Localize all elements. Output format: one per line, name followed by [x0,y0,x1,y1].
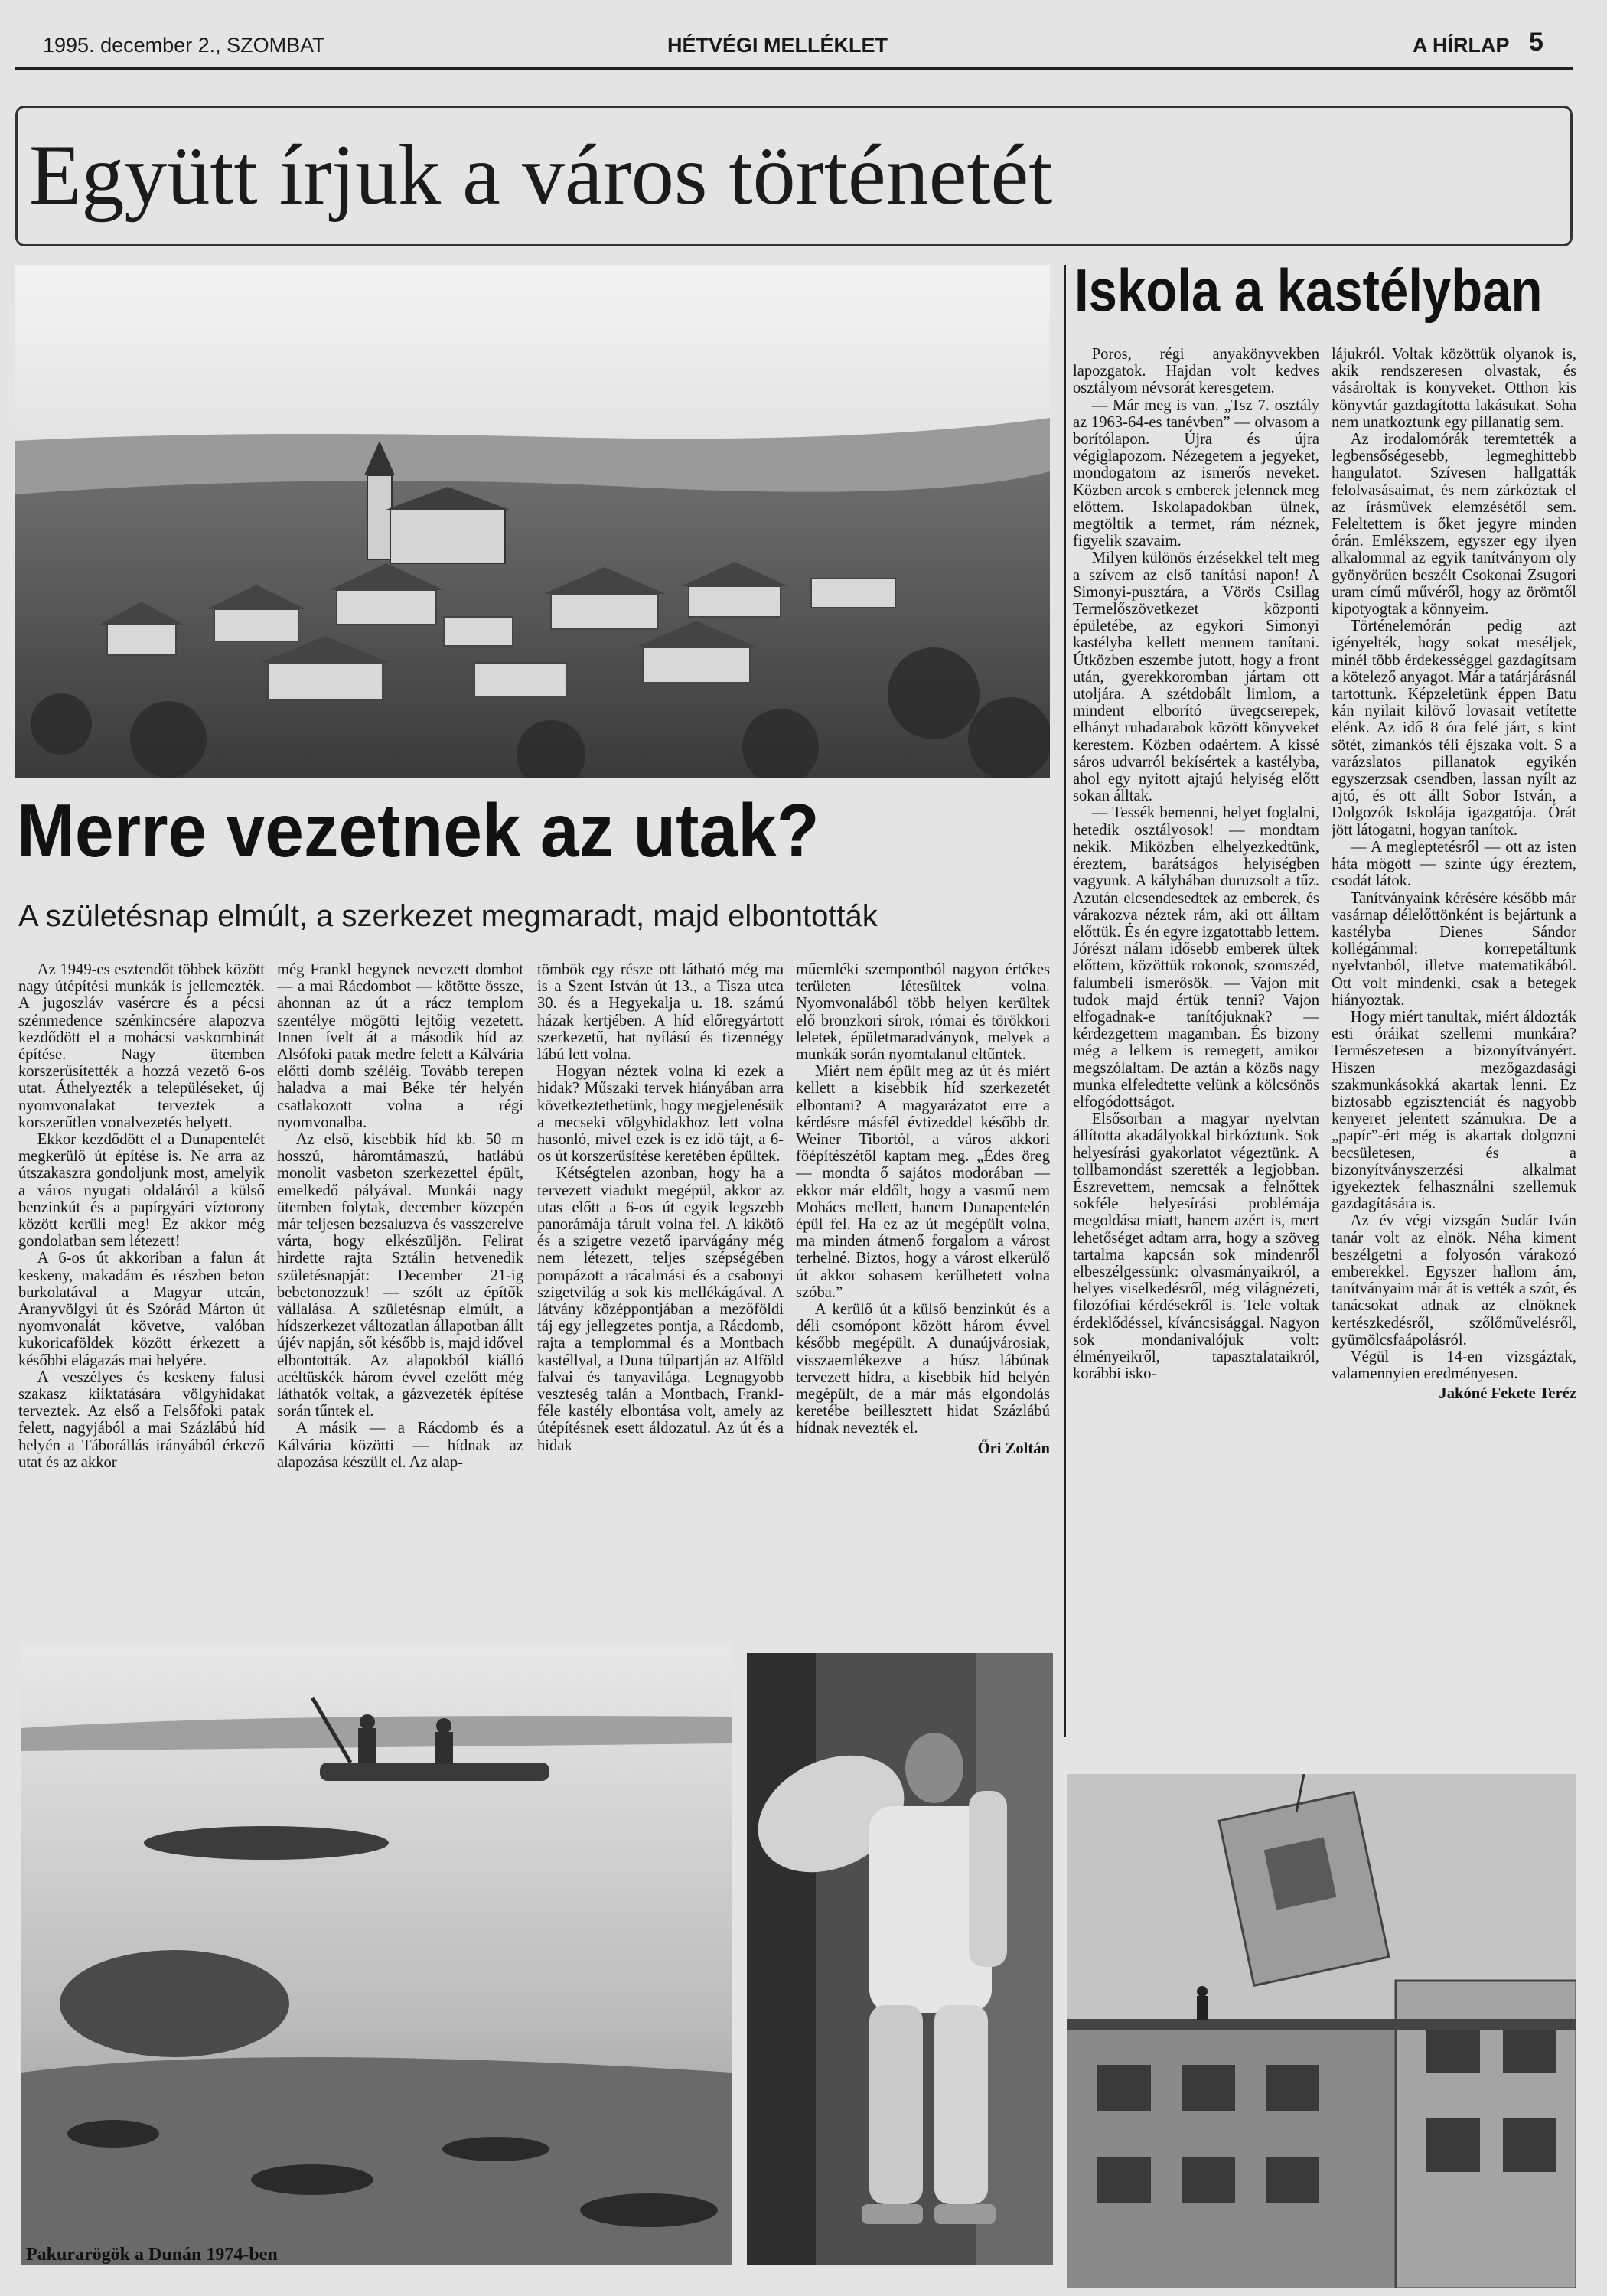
paragraph: Tanítványaink kérésére később már vasárnap délelőttönként is bejártunk a kastélyba Dienes Sándor kollégámmal: korrepetáltunk nyelvtanból, illetve matematikából. Ott volt mindenki, csak a betegek hiányoztak. [1332,889,1576,1009]
paragraph: — A megleptetésről — ott az isten háta mögött — szinte úgy éreztem, csodát látok. [1332,838,1576,890]
section-name: HÉTVÉGI MELLÉKLET [667,34,888,57]
paragraph: Az irodalomórák teremtették a legbensőségesebb, legmeghittebb hangulatot. Szívesen hallgatták felolvasásaimat, és nem zárkóztak el az írásművek elemzésétől sem. Feleltettem is őket jegyre minden órán. Emlékszem, egyszer egy ilyen alkalommal az egyik tanítványom oly gyönyörűen beszélt Csokonai Zsugori uram című művéről, hogy az örömtől kipotyogtak a könnyeim. [1332,431,1576,618]
construction-photo [1067,1774,1576,2288]
paragraph: Hogy miért tanultak, miért áldozták esti óráikat szellemi munkára? Természetesen a bizonyítványért. Hiszen mezőgazdasági szakmunkásokká akartak lenni. Ez biztosabb egzisztenciát és nagyobb kenyeret jelentett számukra. De a „papír”-ért még is akartak dolgozni becsületesen, és a bizonyítványszerzési alkalmat igyekeztek felhasználni szellemük gazdagítására is. [1332,1008,1576,1213]
article-merre-subtitle: A születésnap elmúlt, a szerkezet megmaradt, majd elbontották [18,899,878,933]
village-photo [15,265,1050,778]
paragraph: Végül is 14-en vizsgáztak, valamennyien eredményesen. [1332,1348,1576,1383]
paragraph: A 6-os út akkoriban a falun át keskeny, makadám és részben beton burkolatával a Magyar utcán, Aranyvölgyi út és Szórád Márton út nyomvonalát követve, valóban kukoricaföldek között érkezett a későbbi elágazás mai helyére. [18,1250,265,1369]
page-number: 5 [1529,28,1543,57]
paragraph: még Frankl hegynek nevezett dombot — a mai Rácdombot — kötötte össze, ahonnan az út a rácz templom szentélye mögötti lejtőig vezetett. Innen ívelt át a második híd az Alsófoki patak medre felett a Kálvária előtti domb széléig. Tovább terepen haladva a mai Béke tér helyén csatlakozott volna a régi nyomvonalba. [277,961,523,1131]
paragraph: Történelemórán pedig azt igényelték, hogy sokat meséljek, minél több érdekességgel gazdagítsam a kötelező anyagot. Már a tatárjárásnál tartottunk. Képzeletünk éppen Batu kán nyilait kilövő lovasait vetítette elénk. Az idő 8 óra felé járt, s kint sötét, zimankós téli éjszaka volt. S a varázslatos pillanatok egyikén egyszerzsak csendben, lassan nyílt az ajtó, és ott állt Sobor István, a Dolgozók Iskolája igazgatója. Órát jött látogatni, hogyan tanítok. [1332,618,1576,839]
paragraph: lájukról. Voltak közöttük olyanok is, akik rendszeresen olvastak, és vásároltak is könyveket. Otthon kis könyvtár gazdagította lakásukat. Soha nem unatkoztunk egy pillanatig sem. [1332,346,1576,431]
paragraph: Az 1949-es esztendőt többek között nagy útépítési munkák is jellemezték. A jugoszláv vasércre és a pécsi szénmedence szénkincsére alapozva kezdődött el a mohácsi vaskombinát építése. Nagy ütemben korszerűsítették a hozzá vezető 6-os utat. Áthelyezték a településeket, új nyomvonalakat terveztek a korszerűtlen vonalvezetés helyett. [18,961,265,1131]
article-merre-title: Merre vezetnek az utak? [17,788,820,872]
paragraph: A másik — a Rácdomb és a Kálvária közötti — hídnak az alapozása készült el. Az alap- [277,1420,523,1471]
paragraph: Az első, kisebbik híd kb. 50 m hosszú, háromtámaszú, hatlábú monolit vasbeton szerkezettel épült, emelkedő pályával. Munkái nagy ütemben folytak, december közepén már teljesen bezsaluzva és vasszerelve várta, hogy elkészüljön. Felirat hirdette rajta Sztálin hetvenedik születésnapját: December 21-ig bebetonozzuk! — szólt az építők vállalása. A születésnap elmúlt, a hídszerkezet változatlan állapotban állt újév napján, sőt később is, majd idővel elbontották. Az alapokból kiálló acéltüskék három évvel ezelőtt még láthatók voltak, a gázvezeték építése során tűntek el. [277,1131,523,1420]
article-merre-column-2 [277,961,523,1612]
column-divider [1064,265,1066,1737]
article-iskola-column-2 [1332,346,1576,1731]
village-photo-graphic [15,265,1050,778]
author-signature: Jakóné Fekete Teréz [1439,1385,1576,1403]
paragraph: Milyen különös érzésekkel telt meg a szívem az első tanítási napon! A Simonyi-pusztára, a Vörös Csillag Termelőszövetkezet központi épületébe, az egykori Simonyi kastélyba kellett mennem tanítani. Útközben eszembe jutott, hogy a front után, gyerekkoromban jártam ott utoljára. A szétdobált limlom, a mindent elborító üvegcserepek, elhányt ruhadarabok között könyveket kerestem. Közben odaértem. A kissé sáros udvarról bekísértek a kastélyba, ahol egy nyitott ajtajú helyiség előtt sokan álltak. [1073,550,1319,805]
article-iskola-title: Iskola a kastélyban [1074,256,1543,324]
article-iskola-column-1 [1073,346,1319,1731]
porter-photo-graphic [747,1653,1053,2265]
porter-photo [747,1653,1053,2265]
article-merre-column-3 [537,961,784,1612]
danube-photo [21,1644,732,2265]
photo-caption: Pakurarögök a Dunán 1974-ben [26,2245,278,2265]
paragraph: — Már meg is van. „Tsz 7. osztály az 1963-64-es tanévben” — olvasom a borítólapon. Újra és újra végiglapozom. Nézegetem a jegyeket, mondogatom az ismerős neveket. Közben arcok s emberek jelennek meg előttem. Iskolapadokban ülnek, megtöltik a termet, rám néznek, figyelik szavaim. [1073,396,1319,550]
paragraph: Elsősorban a magyar nyelvtan állította akadályokkal birkóztunk. Sok helyesírási gyakorlatot végeztünk. A tollbamondást szerették a legjobban. Észrevettem, nemcsak a felnőttek sokféle helyesírási problémája megoldása miatt, hanem azért is, mert lehetőséget adtam arra, hogy a szöveg tartalma kapcsán sok mindenről elbeszélgessünk: olvasmányaikról, a helyes viselkedésről, még világnézeti, filozófiai kérdésekről is. Tele voltak érdeklődéssel, kíváncsisággal. Nagyon sok mondanivalójuk volt: élményeikről, tapasztalataikról, korábbi isko- [1073,1110,1319,1383]
paragraph: A veszélyes és keskeny falusi szakasz kiiktatására völgyhidakat terveztek. Az első a Felsőfoki patak felett, nagyjából a mai Százlábú híd helyén a Táborállás irányából érkező utat és az akkor [18,1368,265,1471]
article-merre-column-1 [18,961,265,1612]
paragraph: Ekkor kezdődött el a Dunapentelét megkerülő út építése is. Ne arra az útszakaszra gondoljunk most, amelyik a város nyugati oldaláról a külső benzinkút és a papírgyári víztorony között kerüli meg! Ez akkor még gondolatban sem létezett! [18,1131,265,1251]
danube-photo-graphic [21,1644,732,2265]
paragraph: Hogyan néztek volna ki ezek a hidak? Műszaki tervek hiányában arra következtethetünk, hogy megjelenésük a mecseki völgyhidakhoz lett volna hasonló, mivel ezek is ez idő tájt, a 6-os út korszerűsítése keretében épültek. [537,1063,784,1166]
paragraph: Miért nem épült meg az út és miért kellett a kisebbik híd szerkezetét elbontani? A magyarázatot erre a kérdésre másfél évtizeddel később dr. Weiner Tibortól, a város akkori főépítészétől kaptam meg. „Édes öreg — mondta ő sajátos modorában — ekkor már eldőlt, hogy a vasmű nem Mohács mellett, hanem Dunapentelén épül fel. Ha ez az út megépült volna, ma minden átmenő forgalom a várost terhelné. Biztos, hogy a várost elkerülő út akkor sohasem kerülhetett volna szóba.” [796,1063,1050,1301]
paragraph: — Tessék bemenni, helyet foglalni, hetedik osztályosok! — mondtam nekik. Miközben elhelyezkedtünk, éreztem, barátságos helyiségben vagyunk. A kályhában duruzsolt a tűz. Azután elcsendesedtek az emberek, és várakozva néztek rám, aki ott álltam előttük. És én egyre izgatottabb lettem. Jórészt nálam idősebb emberek ültek előttem, közöttük rokonok, szomszéd, falumbeli ismerősök. — Vajon mit tudok majd értük tenni? Vajon elfogadnak-e tanítójuknak? — kérdezgettem magamban. És bizony még a lelkem is remegett, amikor megszólaltam. De aztán a közös nagy munka elfeledtette velünk a kölcsönös elfogódottságot. [1073,804,1319,1110]
paragraph: tömbök egy része ott látható még ma is a Szent István út 13., a Tisza utca 30. és a Hegyekalja u. 18. számú házak kertjében. A híd előregyártott szerkezetű, hat nyílású és tizennégy lábú lett volna. [537,961,784,1064]
newspaper-name: A HÍRLAP [1413,34,1510,57]
issue-date: 1995. december 2., SZOMBAT [43,34,325,57]
banner-title: Együtt írjuk a város történetét [29,128,1053,223]
paragraph: Az év végi vizsgán Sudár Iván tanár volt az elnök. Néha kiment beszélgetni a folyosón várakozó emberekkel. Egyszer hallom ám, tanítványaim már át is vették a szót, és tanácsokat adnak az elnöknek kertészkedésről, szőlőművelésről, gyümölcsfaápolásról. [1332,1212,1576,1349]
article-merre-column-4 [796,961,1050,1612]
header-rule [15,67,1573,70]
author-signature: Őri Zoltán [977,1440,1050,1457]
paragraph: A kerülő út a külső benzinkút és a déli csomópont között három évvel később megépült. A dunaújvárosiak, visszaemlékezve a húsz lábúnak tervezett hídra, a kisebbik híd helyén megépült, de a már más elgondolás keretébe beillesztett hidat Százlábú hídnak nevezték el. [796,1301,1050,1437]
paragraph: Kétségtelen azonban, hogy ha a tervezett viadukt megépül, akkor az utas előtt a 6-os út egyik legszebb panorámája tárult volna fel. A kikötő és a szigetre vezető iparvágány még nem létezett, teljes szépségében pompázott a rácalmási és a csabonyi szigetvilág a sok kis mellékágával. A látvány középpontjában a mezőföldi táj egy jellegzetes pontja, a Rácdomb, rajta a templommal és a Montbach kastéllyal, a Duna túlpartján az Alföld falvai és tanyavilága. Legnagyobb veszteség talán a Montbach, Frankl-féle kastély elbontása volt, amely az útépítésnek esett áldozatul. Az út és a hidak [537,1165,784,1454]
paragraph: műemléki szempontból nagyon értékes területen létesültek volna. Nyomvonalából több helyen kerültek elő bronzkori sírok, római és törökkori leletek, épületmaradványok, melyek a munkák során nyomtalanul eltűntek. [796,961,1050,1064]
construction-photo-graphic [1067,1774,1576,2288]
paragraph: Poros, régi anyakönyvekben lapozgatok. Hajdan volt kedves osztályom névsorát keresgetem. [1073,346,1319,397]
